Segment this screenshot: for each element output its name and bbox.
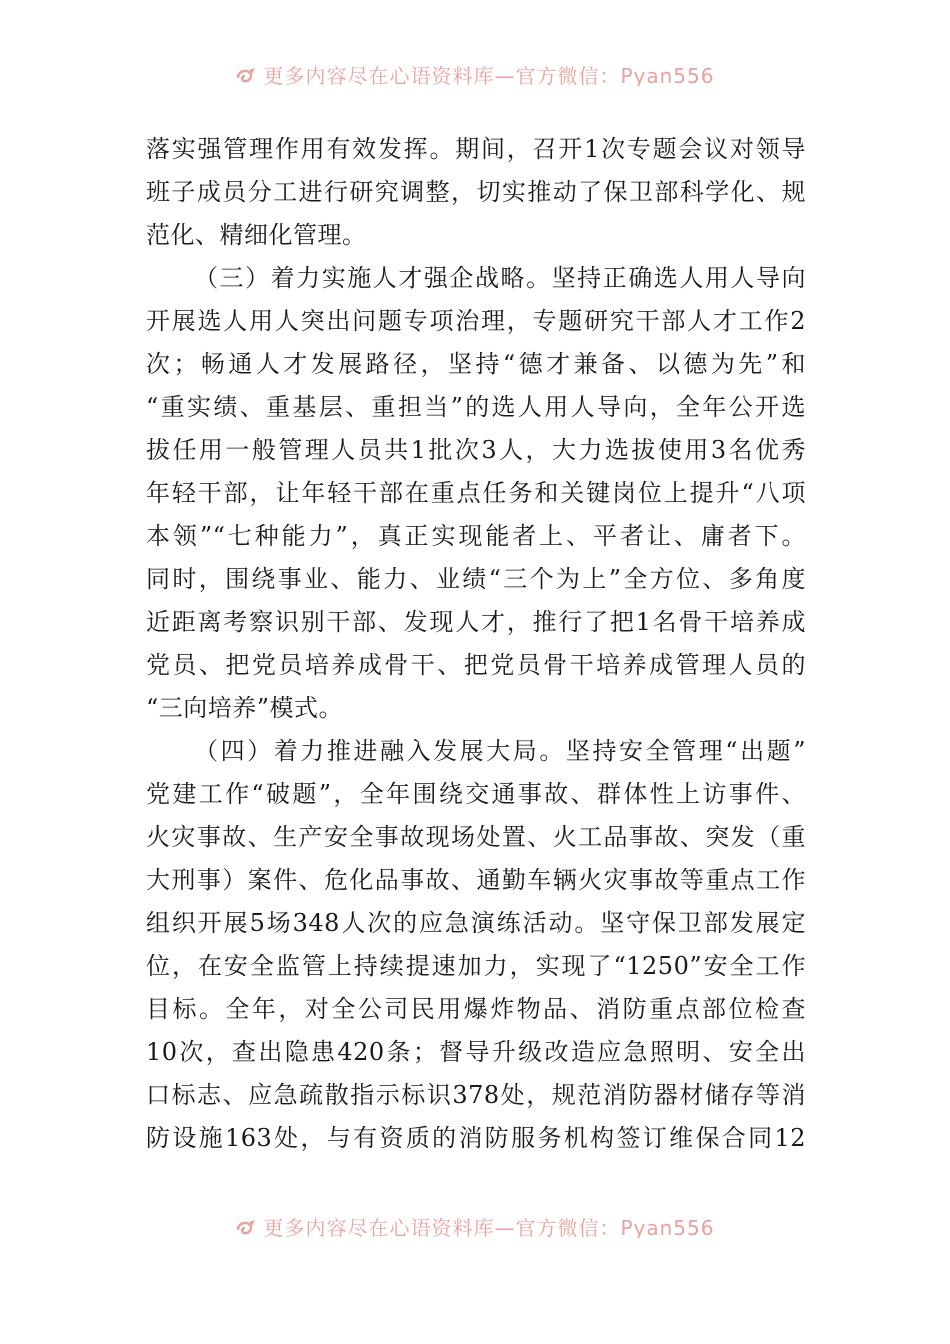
text-line: 组织开展5场348人次的应急演练活动。坚守保卫部发展定	[146, 909, 806, 937]
paragraph	[146, 257, 806, 730]
text-line: 开展选人用人突出问题专项治理，专题研究干部人才工作2	[146, 307, 806, 335]
text-line: 位，在安全监管上持续提速加力，实现了“1250”安全工作	[146, 952, 806, 980]
text-line: 拔任用一般管理人员共1批次3人，大力选拔使用3名优秀	[146, 436, 806, 464]
text-line: 班子成员分工进行研究调整，切实推动了保卫部科学化、规	[146, 178, 806, 206]
text-line: 火灾事故、生产安全事故现场处置、火工品事故、突发（重	[146, 823, 806, 851]
header-watermark	[0, 60, 950, 86]
text-line: 本领”“七种能力”，真正实现能者上、平者让、庸者下。	[146, 522, 806, 550]
text-line: 10次，查出隐患420条；督导升级改造应急照明、安全出	[146, 1038, 806, 1066]
logo-icon	[235, 66, 257, 86]
text-line: “重实绩、重基层、重担当”的选人用人导向，全年公开选	[146, 393, 806, 421]
text-line: 落实强管理作用有效发挥。期间，召开1次专题会议对领导	[146, 135, 806, 163]
text-line: 同时，围绕事业、能力、业绩“三个为上”全方位、多角度	[146, 565, 806, 593]
text-line: 范化、精细化管理。	[146, 221, 367, 249]
text-line: （四）着力推进融入发展大局。坚持安全管理“出题”	[194, 737, 806, 765]
paragraph	[146, 128, 806, 257]
text-line: 口标志、应急疏散指示标识378处，规范消防器材储存等消	[146, 1081, 806, 1109]
logo-icon	[235, 1218, 257, 1238]
text-line: 党建工作“破题”，全年围绕交通事故、群体性上访事件、	[146, 780, 806, 808]
paragraph	[146, 730, 806, 1160]
text-line: （三）着力实施人才强企战略。坚持正确选人用人导向	[194, 264, 806, 292]
text-line: 大刑事）案件、危化品事故、通勤车辆火灾事故等重点工作	[146, 866, 806, 894]
footer-watermark-text: 更多内容尽在心语资料库—官方微信：Pyan556	[263, 1216, 715, 1238]
text-line: “三向培养”模式。	[146, 694, 344, 722]
text-line: 防设施163处，与有资质的消防服务机构签订维保合同12	[146, 1124, 806, 1152]
text-line: 目标。全年，对全公司民用爆炸物品、消防重点部位检查	[146, 995, 806, 1023]
document-body	[146, 128, 806, 1160]
text-line: 次；畅通人才发展路径，坚持“德才兼备、以德为先”和	[146, 350, 806, 378]
text-line: 党员、把党员培养成骨干、把党员骨干培养成管理人员的	[146, 651, 806, 679]
text-line: 近距离考察识别干部、发现人才，推行了把1名骨干培养成	[146, 608, 806, 636]
footer-watermark	[0, 1212, 950, 1238]
text-line: 年轻干部，让年轻干部在重点任务和关键岗位上提升“八项	[146, 479, 806, 507]
header-watermark-text: 更多内容尽在心语资料库—官方微信：Pyan556	[263, 64, 715, 86]
